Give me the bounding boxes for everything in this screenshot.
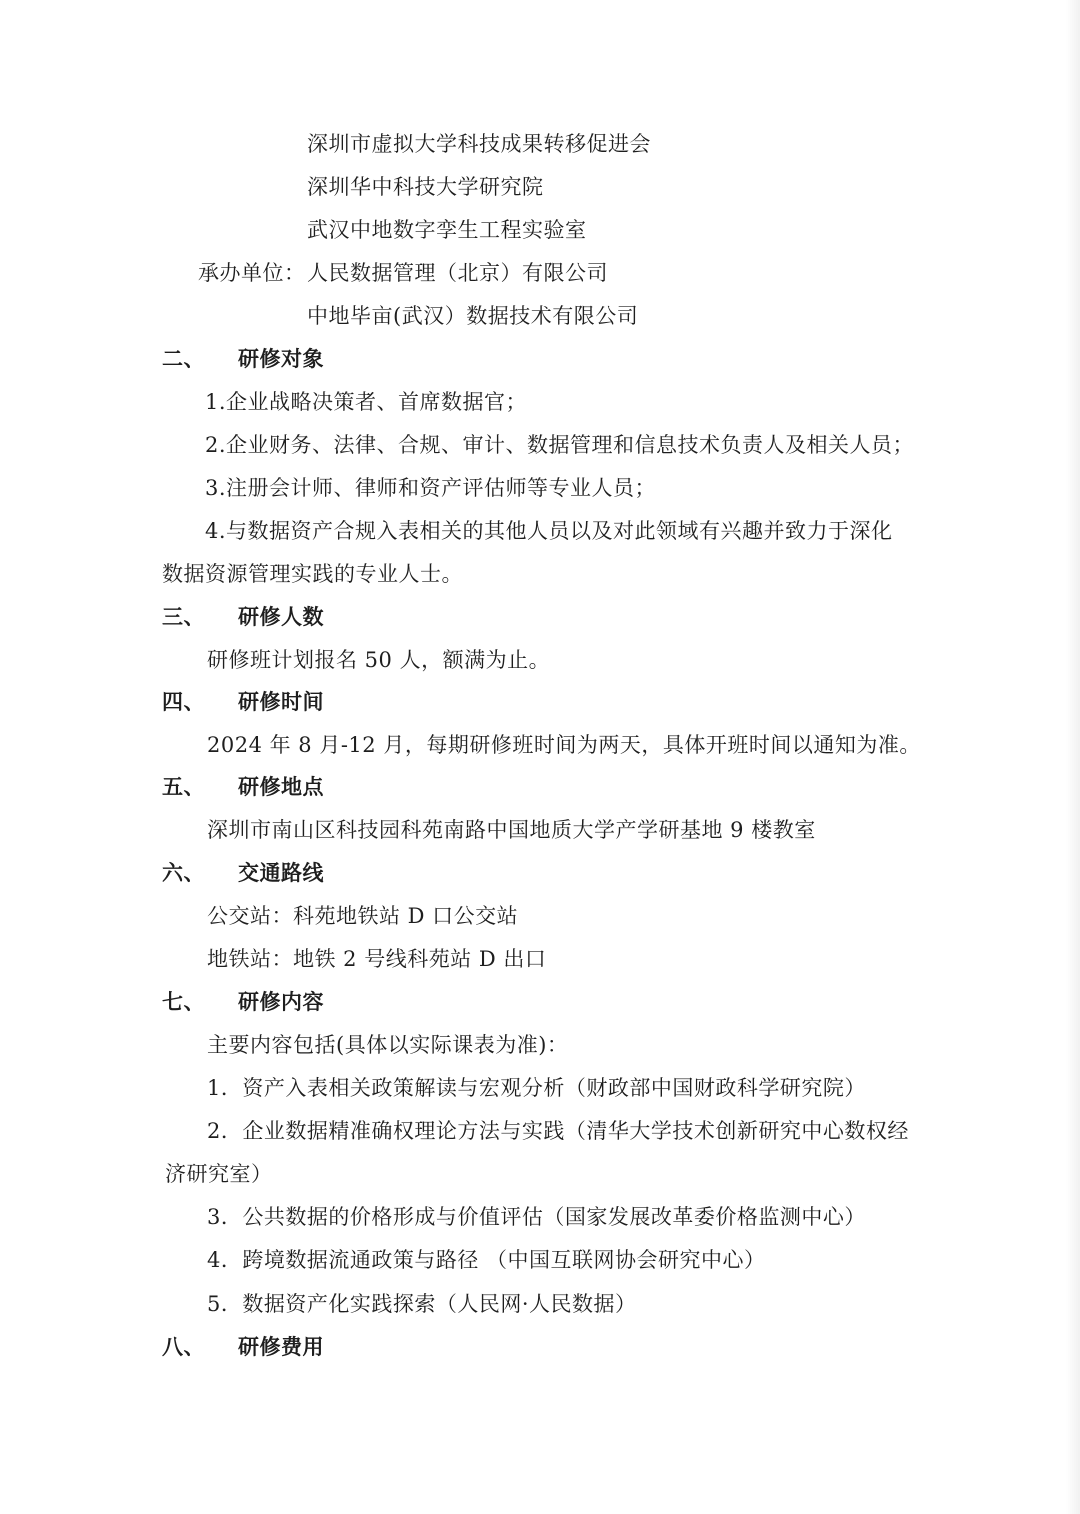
section-3-title: 研修人数 xyxy=(238,604,324,629)
location-text: 深圳市南山区科技园科苑南路中国地质大学产学研基地 9 楼教室 xyxy=(207,818,816,842)
audience-item-2: 2.企业财务、法律、合规、审计、数据管理和信息技术负责人及相关人员； xyxy=(205,433,915,457)
section-7-title: 研修内容 xyxy=(238,989,324,1014)
audience-item-1: 1.企业战略决策者、首席数据官； xyxy=(205,390,528,414)
section-7-heading xyxy=(162,988,324,1016)
audience-item-4: 4.与数据资产合规入表相关的其他人员以及对此领域有兴趣并致力于深化 xyxy=(205,519,893,543)
section-4-number: 四、 xyxy=(162,689,205,714)
section-8-number: 八、 xyxy=(162,1334,205,1359)
section-6-title: 交通路线 xyxy=(238,860,324,885)
section-8-heading xyxy=(162,1333,324,1361)
enrollment-text: 研修班计划报名 50 人，额满为止。 xyxy=(207,648,551,672)
section-2-number: 二、 xyxy=(162,346,205,371)
organizer-line-1: 深圳市虚拟大学科技成果转移促进会 xyxy=(307,132,651,156)
section-3-heading xyxy=(162,603,324,631)
hosts-label: 承办单位： xyxy=(198,261,306,285)
content-intro: 主要内容包括(具体以实际课表为准)： xyxy=(207,1033,569,1057)
content-item-2-cont: 济研究室） xyxy=(165,1162,273,1186)
audience-item-3: 3.注册会计师、律师和资产评估师等专业人员； xyxy=(205,476,657,500)
section-5-title: 研修地点 xyxy=(238,774,324,799)
section-7-number: 七、 xyxy=(162,989,205,1014)
host-line-2: 中地毕亩(武汉）数据技术有限公司 xyxy=(307,304,639,328)
section-5-number: 五、 xyxy=(162,774,205,799)
content-item-1: 1．资产入表相关政策解读与宏观分析（财政部中国财政科学研究院） xyxy=(207,1076,866,1100)
content-item-5: 5．数据资产化实践探索（人民网·人民数据） xyxy=(207,1292,637,1316)
bus-stop-text: 公交站：科苑地铁站 D 口公交站 xyxy=(207,904,519,928)
host-line-1: 人民数据管理（北京）有限公司 xyxy=(307,261,608,285)
metro-station-text: 地铁站：地铁 2 号线科苑站 D 出口 xyxy=(207,947,547,971)
section-6-number: 六、 xyxy=(162,860,205,885)
section-3-number: 三、 xyxy=(162,604,205,629)
section-5-heading xyxy=(162,773,324,801)
organizer-line-3: 武汉中地数字孪生工程实验室 xyxy=(307,218,587,242)
content-item-3: 3．公共数据的价格形成与价值评估（国家发展改革委价格监测中心） xyxy=(207,1205,866,1229)
content-item-2: 2．企业数据精准确权理论方法与实践（清华大学技术创新研究中心数权经 xyxy=(207,1119,909,1143)
schedule-text: 2024 年 8 月-12 月，每期研修班时间为两天，具体开班时间以通知为准。 xyxy=(207,733,921,757)
section-4-heading xyxy=(162,688,324,716)
section-2-heading xyxy=(162,345,324,373)
audience-item-4-cont: 数据资源管理实践的专业人士。 xyxy=(162,562,463,586)
section-2-title: 研修对象 xyxy=(238,346,324,371)
section-4-title: 研修时间 xyxy=(238,689,324,714)
section-8-title: 研修费用 xyxy=(238,1334,324,1359)
content-item-4: 4．跨境数据流通政策与路径 （中国互联网协会研究中心） xyxy=(207,1248,766,1272)
page-edge-shadow xyxy=(1066,0,1080,1514)
section-6-heading xyxy=(162,859,324,887)
organizer-line-2: 深圳华中科技大学研究院 xyxy=(307,175,544,199)
